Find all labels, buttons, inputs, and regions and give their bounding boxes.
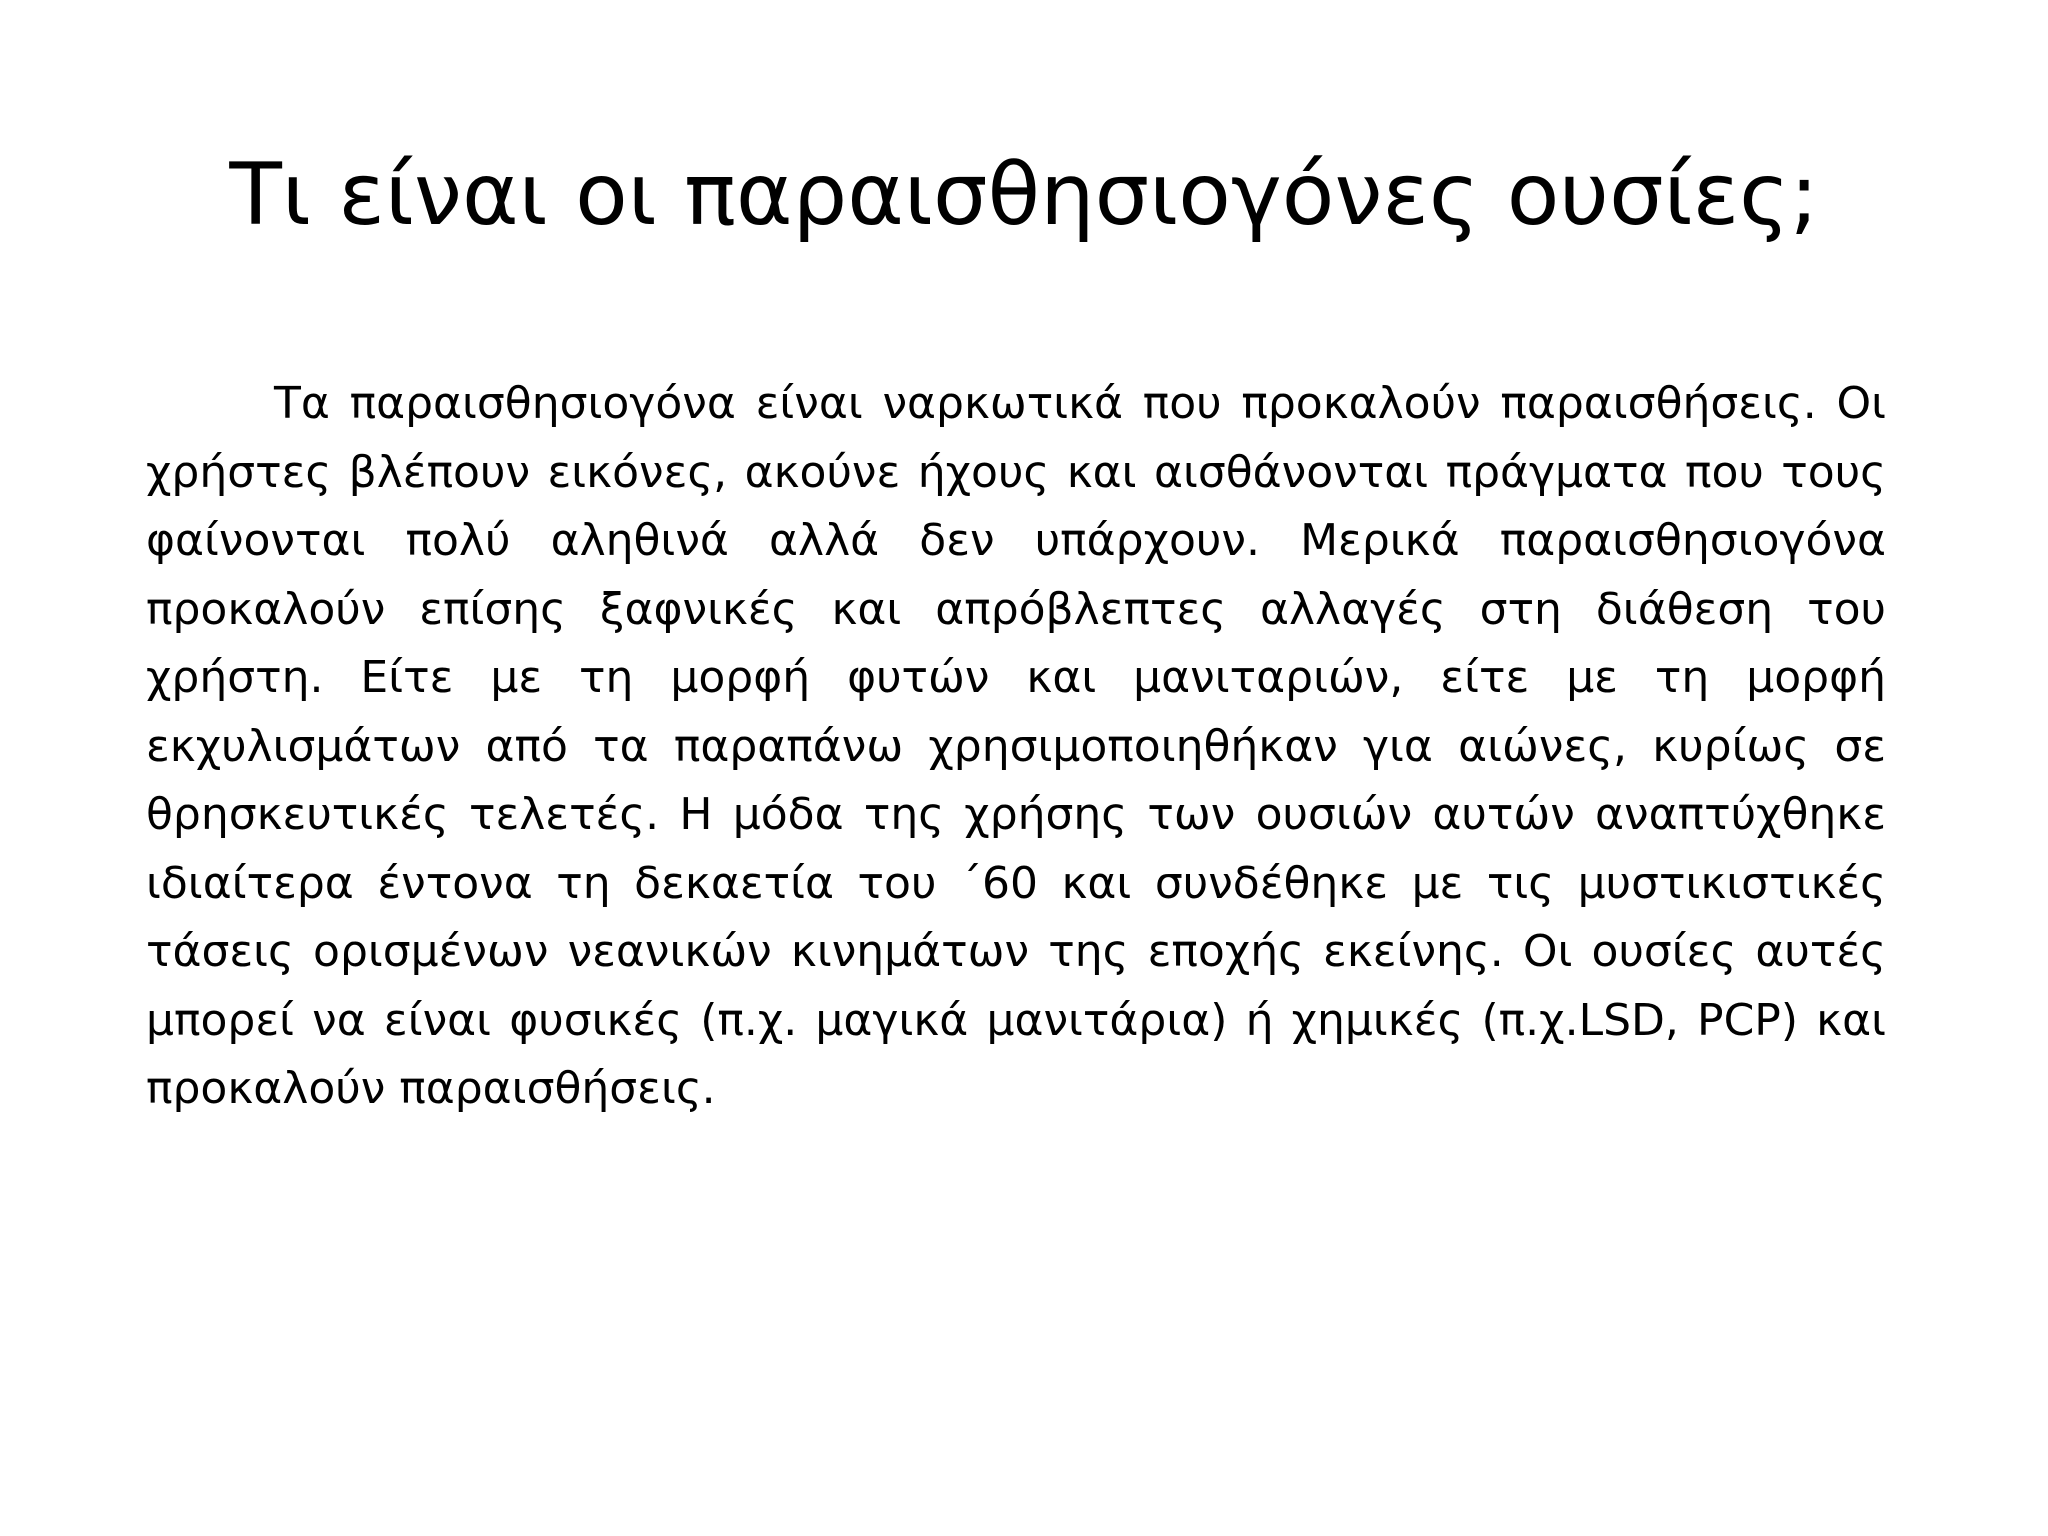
slide-title: Τι είναι οι παραισθησιογόνες ουσίες;	[229, 145, 1819, 245]
body-paragraph: Τα παραισθησιογόνα είναι ναρκωτικά που προκαλούν παραισθήσεις. Οι χρήστες βλέπουν εικόνες, ακούνε ήχους και αισθάνονται πράγματα που τους φαίνονται πολύ αληθινά αλλά δεν υπάρχουν. Μερικά παραισθησιογόνα προκαλούν επίσης ξαφνικές και απρόβλεπτες αλλαγές στη διάθεση του χρήστη. Είτε με τη μορφή φυτών και μανιταριών, είτε με τη μορφή εκχυλισμάτων από τα παραπάνω χρησιμοποιηθήκαν για αιώνες, κυρίως σε θρησκευτικές τελετές. Η μόδα της χρήσης των ουσιών αυτών αναπτύχθηκε ιδιαίτερα έντονα τη δεκαετία του ΄60 και συνδέθηκε με τις μυστικιστικές τάσεις ορισμένων νεανικών κινημάτων της εποχής εκείνης. Οι ουσίες αυτές μπορεί να είναι φυσικές (π.χ. μαγικά μανιτάρια) ή χημικές (π.χ.LSD, PCP) και προκαλούν παραισθήσεις.	[146, 378, 1886, 1114]
